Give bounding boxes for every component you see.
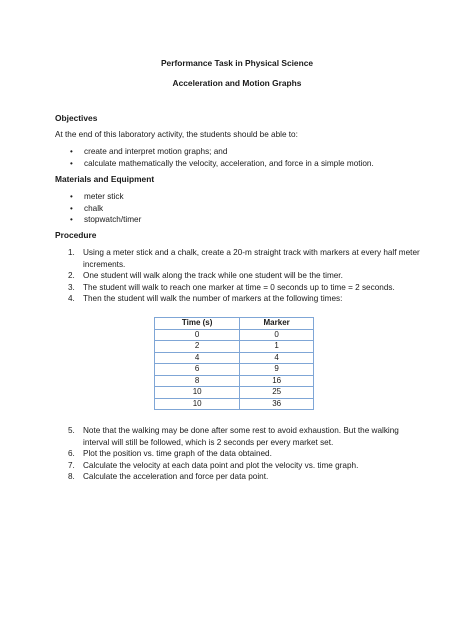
table-row: 4 4 <box>155 352 314 364</box>
materials-heading: Materials and Equipment <box>55 174 155 184</box>
materials-list <box>70 191 410 226</box>
objectives-list <box>70 146 410 169</box>
procedure-step: 3. The student will walk to reach one marker at time = 0 seconds up to time = 2 seconds. <box>68 282 395 292</box>
procedure-heading: Procedure <box>55 230 97 240</box>
procedure-step: 6. Plot the position vs. time graph of the data obtained. <box>68 449 272 458</box>
objective-item: • calculate mathematically the velocity, acceleration, and force in a simple motion. <box>70 158 374 168</box>
table-row: 10 36 <box>155 398 314 410</box>
procedure-steps-a <box>68 247 420 305</box>
procedure-step: 1. Using a meter stick and a chalk, create a 20-m straight track with markers at every half meter increments. <box>68 248 420 269</box>
objectives-heading: Objectives <box>55 113 98 123</box>
bullet-icon: • <box>70 192 73 201</box>
procedure-step: 5. Note that the walking may be done after some rest to avoid exhaustion. But the walking interval will still be followed, which is 2 seconds per every market set. <box>68 426 399 447</box>
procedure-steps-b <box>68 425 420 483</box>
procedure-step: 8. Calculate the acceleration and force per data point. <box>68 472 269 481</box>
table-header-row <box>155 318 314 330</box>
document-subtitle: Acceleration and Motion Graphs <box>172 78 302 88</box>
time-header: Time (s) <box>155 318 240 330</box>
material-item: • stopwatch/timer <box>70 215 142 224</box>
bullet-icon: • <box>70 203 73 213</box>
time-marker-table <box>154 317 314 410</box>
bullet-icon: • <box>70 147 73 156</box>
table-row: 0 0 <box>155 329 314 341</box>
bullet-icon: • <box>70 215 73 224</box>
document-title: Performance Task in Physical Science <box>160 58 314 68</box>
objective-item: • create and interpret motion graphs; and <box>70 147 228 156</box>
table-row: 2 1 <box>155 341 314 353</box>
bullet-icon: • <box>70 158 73 168</box>
material-item: • meter stick <box>70 192 124 201</box>
procedure-step: 7. Calculate the velocity at each data point and plot the velocity vs. time graph. <box>68 460 359 470</box>
procedure-step: 2. One student will walk along the track while one student will be the timer. <box>68 271 343 280</box>
objectives-intro: At the end of this laboratory activity, the students should be able to: <box>55 130 298 139</box>
table-row: 10 25 <box>155 387 314 399</box>
material-item: • chalk <box>70 203 104 213</box>
procedure-step: 4. Then the student will walk the number of markers at the following times: <box>68 294 343 303</box>
marker-header: Marker <box>240 318 314 330</box>
table-row: 6 9 <box>155 364 314 376</box>
table-row: 8 16 <box>155 375 314 387</box>
